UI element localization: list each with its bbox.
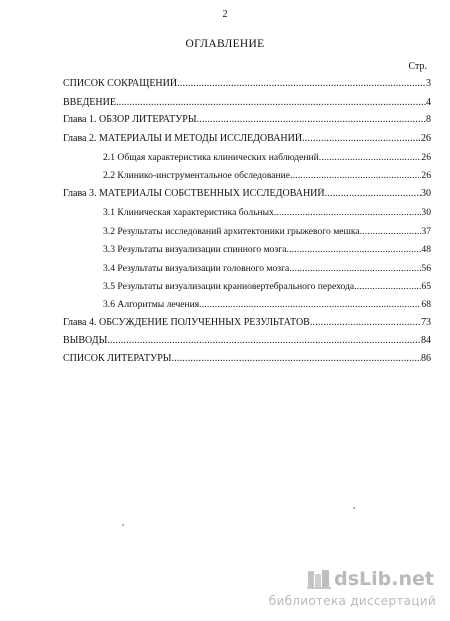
toc-entry-page: 37 <box>421 226 431 237</box>
toc-entry-text: 3.1 Клиническая характеристика больных <box>103 207 274 218</box>
toc-entry-text: 3.3 Результаты визуализации спинного мозга <box>103 244 287 255</box>
toc-entry-page: 56 <box>421 263 431 274</box>
toc-entry-page: 8 <box>426 114 431 125</box>
toc-entry <box>103 263 431 275</box>
toc-entry <box>63 78 431 90</box>
toc-leader <box>116 97 426 109</box>
toc-entry-text: Глава 3. МАТЕРИАЛЫ СОБСТВЕННЫХ ИССЛЕДОВАНИЙ <box>63 188 325 199</box>
toc-leader <box>310 317 421 329</box>
toc-entry <box>63 317 431 329</box>
watermark-logo <box>306 568 434 590</box>
toc-entry-text: 2.2 Клинико-инструментальное обследование <box>103 170 291 181</box>
toc-entry-page: 26 <box>421 133 431 144</box>
toc-entry-page: 30 <box>421 188 431 199</box>
toc-entry-text: Глава 1. ОБЗОР ЛИТЕРАТУРЫ <box>63 114 197 125</box>
toc-entry-text: 2.1 Общая характеристика клинических наблюдений <box>103 152 319 163</box>
watermark-brand-lib: Lib <box>359 568 392 590</box>
toc-entry-page: 68 <box>421 299 431 310</box>
book-stack-icon <box>306 568 332 590</box>
toc-leader <box>289 263 421 275</box>
page-number: 2 <box>222 9 228 20</box>
toc-entry <box>103 152 431 164</box>
toc-entry <box>63 353 431 365</box>
scan-speck <box>353 507 355 509</box>
toc-entry-page: 3 <box>426 78 431 89</box>
watermark-brand-net: .net <box>391 568 434 590</box>
page-column-header: Стр. <box>408 61 427 72</box>
toc-entry-page: 26 <box>421 170 431 181</box>
toc-entry <box>63 114 431 126</box>
toc-entry <box>103 207 431 219</box>
toc-entry-text: 3.5 Результаты визуализации краниовертебрального перехода <box>103 281 355 292</box>
toc-entry-page: 48 <box>421 244 431 255</box>
toc-leader <box>325 188 421 200</box>
toc-leader <box>199 299 421 311</box>
toc-entry <box>63 335 431 347</box>
watermark-brand-ds: ds <box>334 568 360 590</box>
toc-entry-text: 3.6 Алгоритмы лечения <box>103 299 200 310</box>
toc-entry <box>103 244 431 256</box>
toc-entry <box>63 188 431 200</box>
toc-entry-text: ВВЕДЕНИЕ <box>63 97 116 108</box>
toc-entry-page: 30 <box>421 207 431 218</box>
toc-leader <box>360 226 422 238</box>
toc-entry-text: СПИСОК ЛИТЕРАТУРЫ <box>63 353 172 364</box>
watermark-tagline: библиотека диссертаций <box>268 594 436 608</box>
toc-leader <box>172 353 422 365</box>
toc-entry-text: ВЫВОДЫ <box>63 335 108 346</box>
toc-leader <box>319 152 422 164</box>
dslib-watermark <box>246 568 436 613</box>
toc-entry <box>103 299 431 311</box>
toc-entry <box>63 97 431 109</box>
toc-leader <box>197 114 426 126</box>
toc-leader <box>177 78 426 90</box>
toc-entry-page: 84 <box>421 335 431 346</box>
scan-speck <box>122 524 124 526</box>
toc-entry-page: 86 <box>421 353 431 364</box>
toc-entry <box>103 226 431 238</box>
toc-entry <box>63 133 431 145</box>
toc-title: ОГЛАВЛЕНИЕ <box>185 38 265 50</box>
toc-leader <box>354 281 421 293</box>
toc-leader <box>274 207 422 219</box>
toc-entry-text: Глава 4. ОБСУЖДЕНИЕ ПОЛУЧЕННЫХ РЕЗУЛЬТАТОВ <box>63 317 310 328</box>
toc-entry-page: 4 <box>426 97 431 108</box>
toc-entry-page: 26 <box>421 152 431 163</box>
toc-entry <box>103 170 431 182</box>
toc-entry-text: 3.2 Результаты исследований архитектоники грыжевого мешка <box>103 226 360 237</box>
toc-leader <box>290 170 421 182</box>
toc-entry-page: 73 <box>421 317 431 328</box>
toc-entry-page: 65 <box>421 281 431 292</box>
toc-leader <box>302 133 421 145</box>
toc-entry-text: 3.4 Результаты визуализации головного мозга <box>103 263 290 274</box>
toc-leader <box>107 335 421 347</box>
toc-entry <box>103 281 431 293</box>
toc-entry-text: Глава 2. МАТЕРИАЛЫ И МЕТОДЫ ИССЛЕДОВАНИЙ <box>63 133 303 144</box>
toc-leader <box>286 244 421 256</box>
toc-entry-text: СПИСОК СОКРАЩЕНИЙ <box>63 78 178 89</box>
